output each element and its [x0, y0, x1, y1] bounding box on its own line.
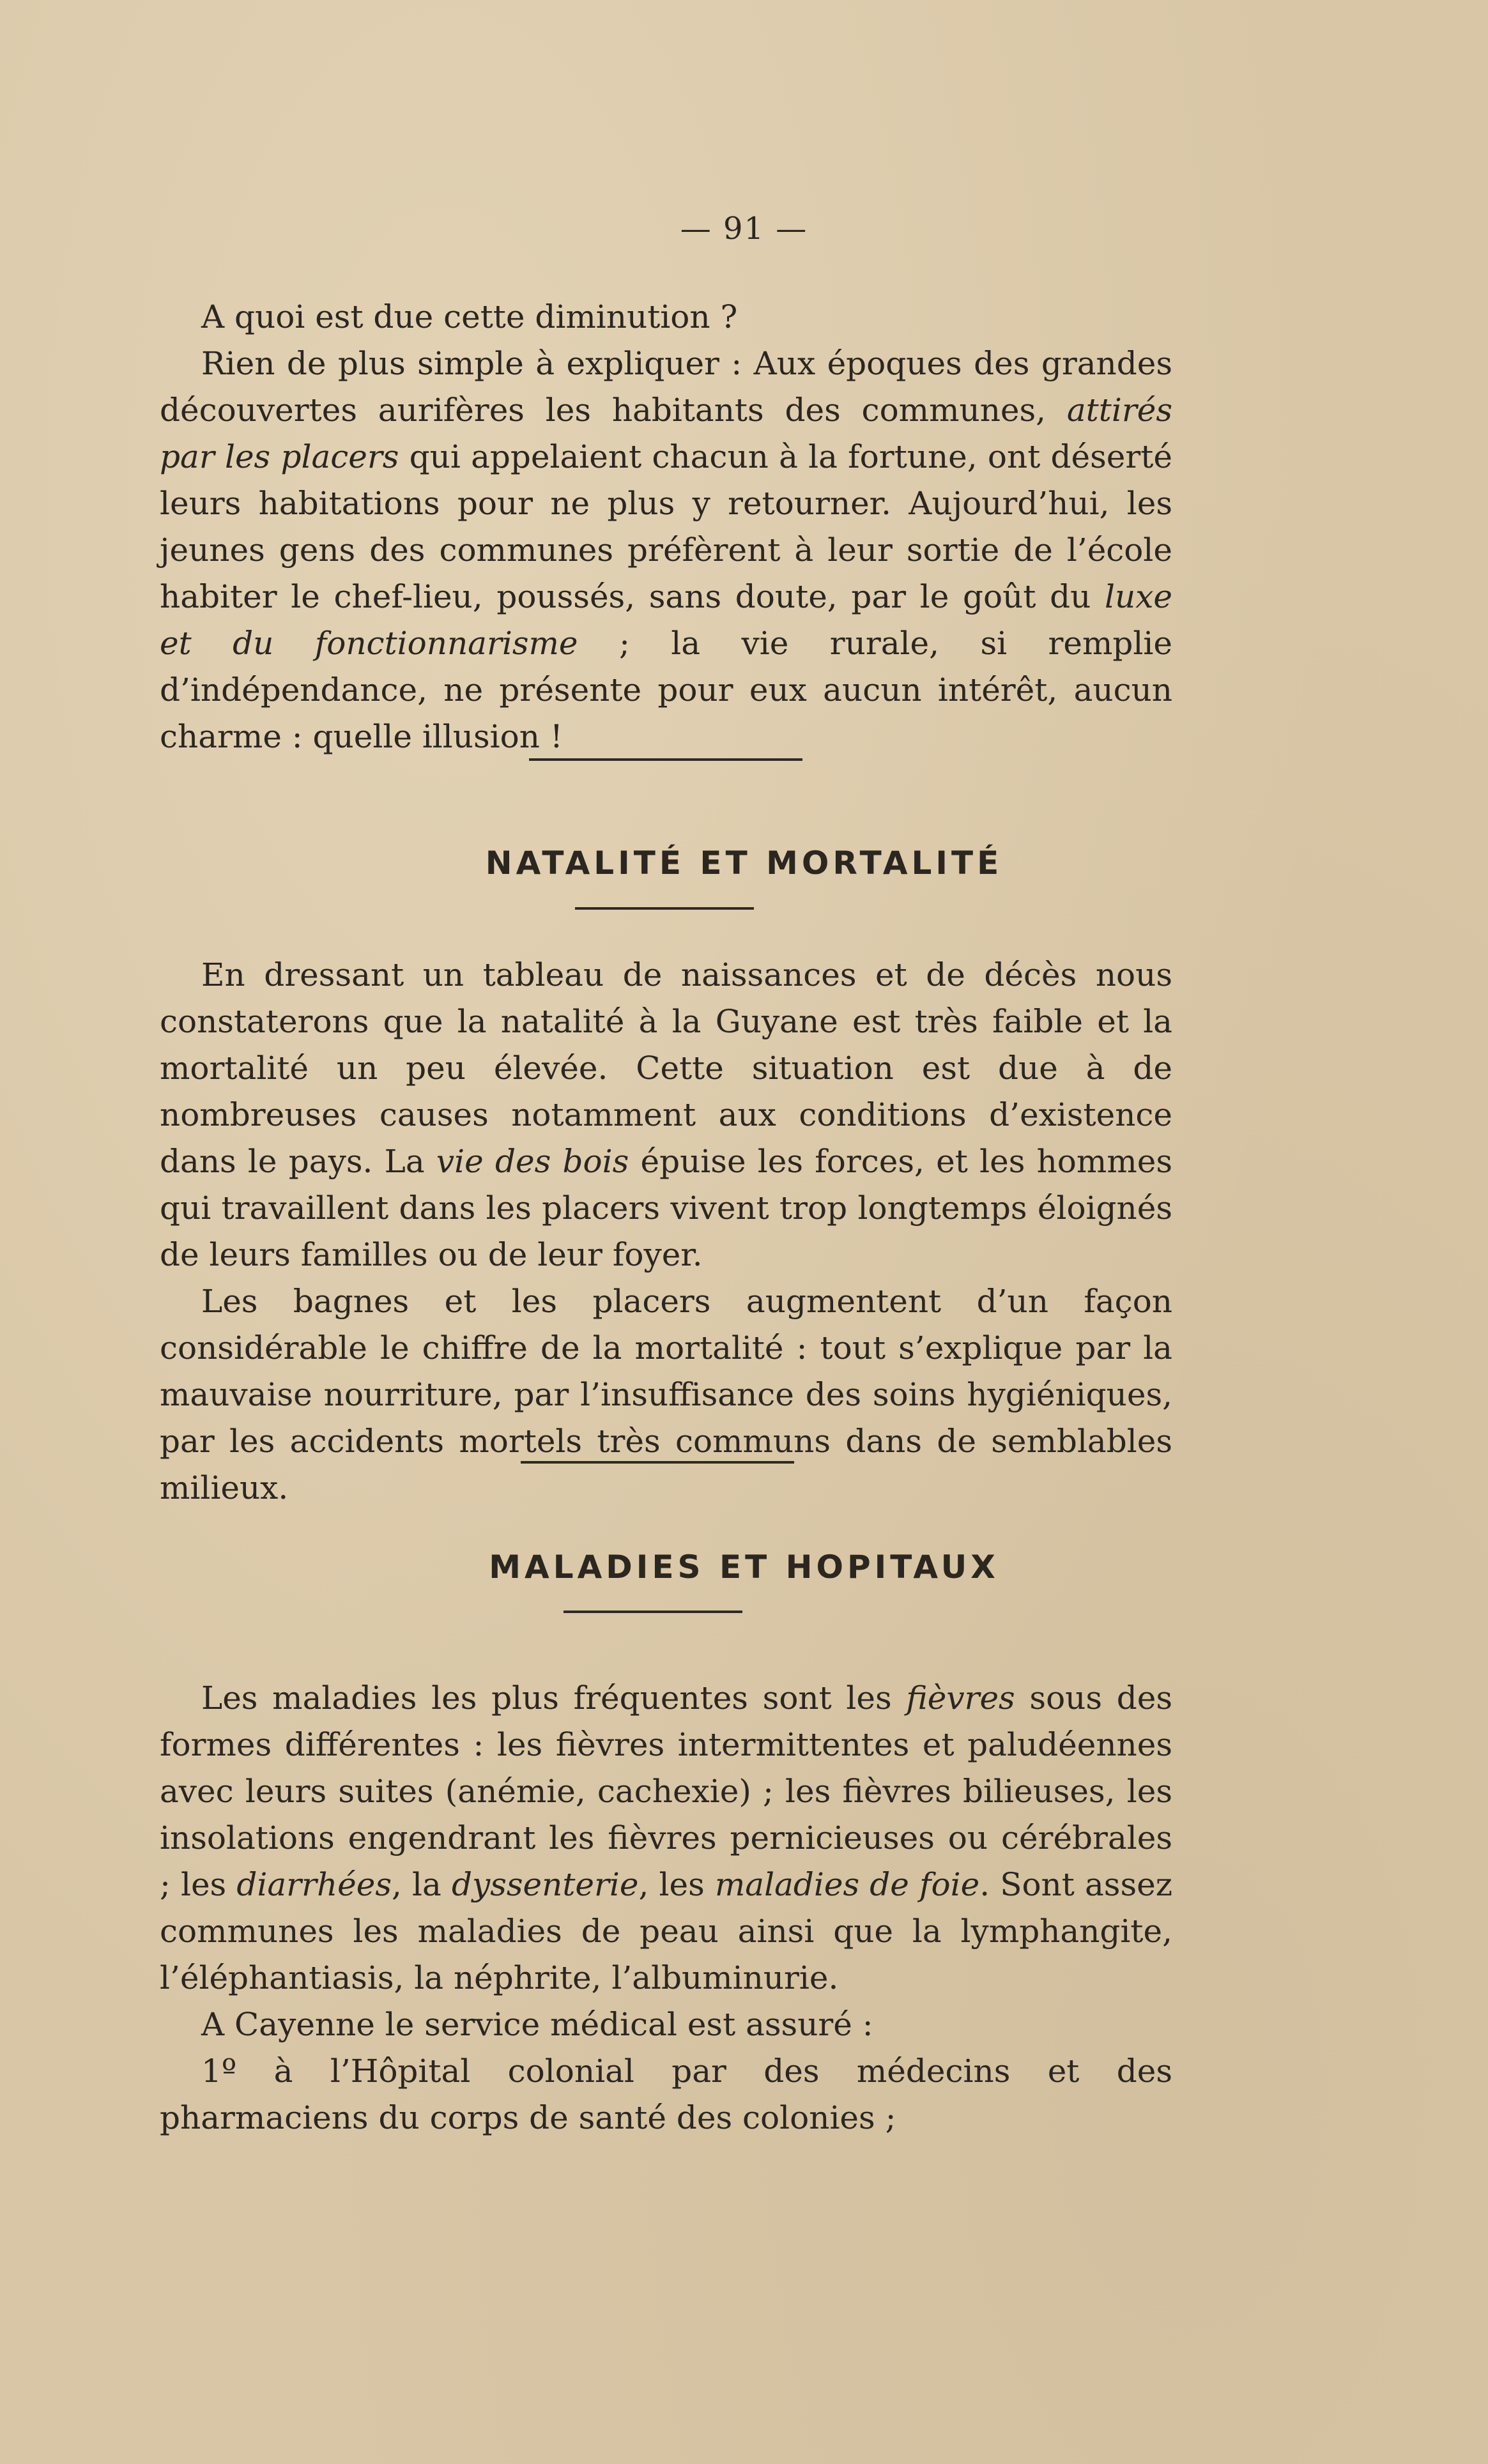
natalite-text: [160, 952, 1172, 1511]
explanation-paragraph: Rien de plus simple à expliquer : Aux époques des grandes découvertes aurifères les habitants des communes, attirés par les placers qui appelaient chacun à la fortune, ont déserté leurs habitations pour ne plus y retourner. Aujourd’hui, les jeunes gens des communes préfèrent à leur sortie de l’école habiter le chef-lieu, poussés, sans doute, par le goût du luxe et du fonctionnarisme ; la vie rurale, si remplie d’indépendance, ne présente pour eux aucun intérêt, aucun charme : quelle illusion !: [160, 345, 1172, 755]
page-number: — 91 —: [680, 211, 808, 247]
section-divider: [521, 1461, 794, 1464]
maladies-paragraph-3: 1º à l’Hôpital colonial par des médecins et des pharmaciens du corps de santé des colonies ;: [160, 2053, 1172, 2136]
maladies-paragraph-1: Les maladies les plus fréquentes sont les fièvres sous des formes différentes : les fièvres intermittentes et paludéennes avec leurs suites (anémie, cachexie) ; les fièvres bilieuses, les insolations engendrant les fièvres pernicieuses ou cérébrales ; les diarrhées, la dyssenterie, les maladies de foie. Sont assez communes les maladies de peau ainsi que la lymphangite, l’éléphantiasis, la néphrite, l’albuminurie.: [160, 1680, 1173, 1996]
intro-text: [160, 294, 1172, 760]
natalite-paragraph-1: En dressant un tableau de naissances et de décès nous constaterons que la natalité à la Guyane est très faible et la mortalité un peu élevée. Cette situation est due à de nombreuses causes notamment aux conditions d’existence dans le pays. La vie des bois épuise les forces, et les hommes qui travaillent dans les placers vivent trop longtemps éloignés de leurs familles ou de leur foyer.: [160, 956, 1172, 1273]
natalite-paragraph-2: Les bagnes et les placers augmentent d’un façon considérable le chiffre de la mortalité : tout s’explique par la mauvaise nourriture, par l’insuffisance des soins hygiéniques, par les accidents mortels très communs dans de semblables milieux.: [160, 1283, 1172, 1506]
heading-natalite: NATALITÉ ET MORTALITÉ: [485, 845, 1003, 882]
heading-underline: [564, 1611, 742, 1613]
heading-maladies: MALADIES ET HOPITAUX: [489, 1549, 999, 1586]
maladies-paragraph-2: A Cayenne le service médical est assuré :: [201, 2006, 873, 2043]
maladies-text: [160, 1675, 1172, 2141]
section-divider: [529, 758, 802, 761]
question-paragraph: A quoi est due cette diminution ?: [201, 298, 738, 335]
heading-underline: [575, 907, 754, 910]
